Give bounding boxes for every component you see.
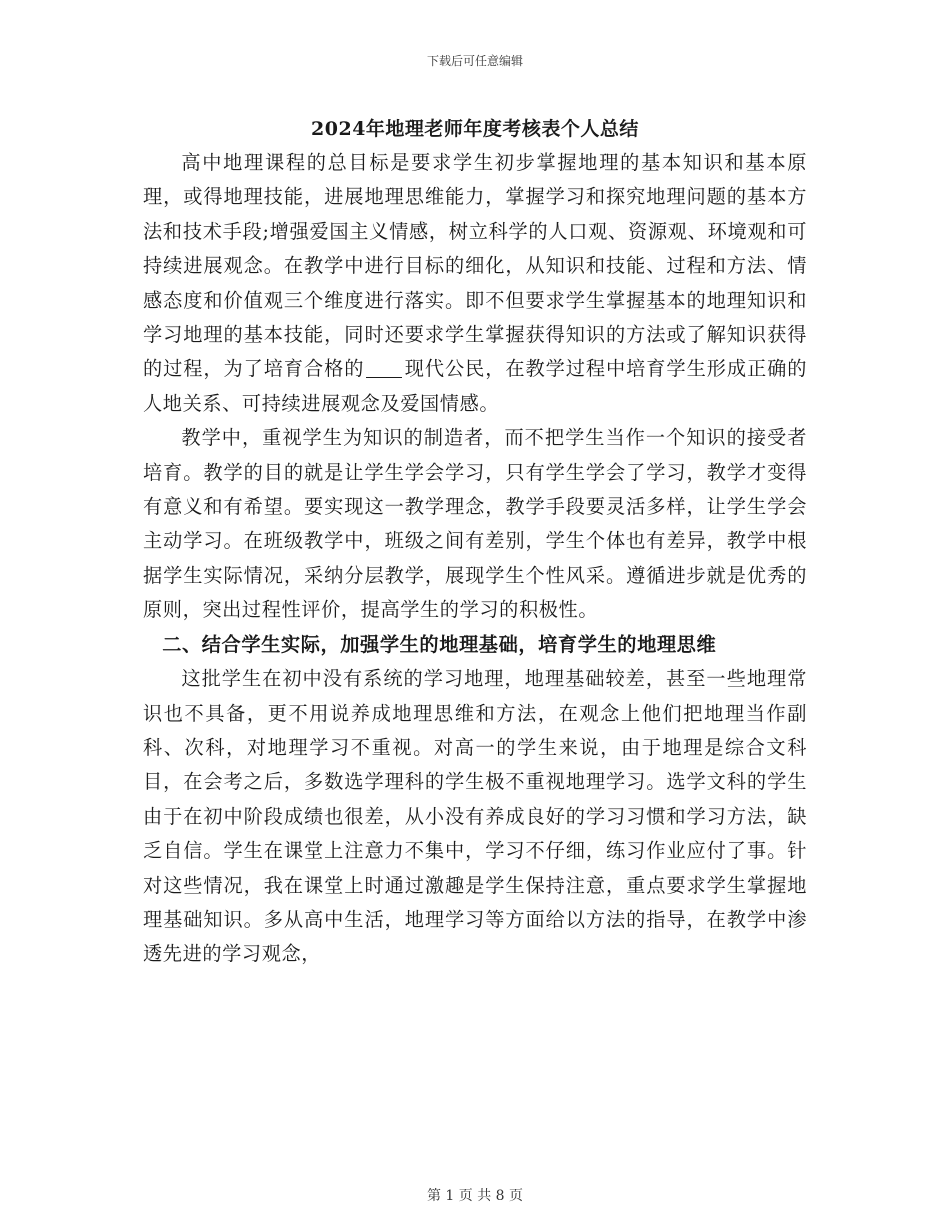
paragraph-1-text-b: 现代公民，在教学过程中培育学生形成正确的人地关系、可持续进展观念及爱国情感。: [143, 357, 807, 415]
document-title: 2024年地理老师年度考核表个人总结: [311, 118, 639, 140]
paragraph-2: 教学中，重视学生为知识的制造者，而不把学生当作一个知识的接受者培育。教学的目的就是让学生学会学习，只有学生学会了学习，教学才变得有意义和有希望。要实现这一教学理念，教学手段要灵活多样，让学生学会主动学习。在班级教学中，班级之间有差别，学生个体也有差异，教学中根据学生实际情况，采纳分层教学，展现学生个性风采。遵循进步就是优秀的原则，突出过程性评价，提高学生的学习的积极性。: [143, 426, 807, 622]
page-footer: 第 1 页 共 8 页: [426, 1188, 524, 1204]
header-note: 下载后可任意编辑: [426, 54, 523, 68]
paragraph-3: 这批学生在初中没有系统的学习地理，地理基础较差，甚至一些地理常识也不具备，更不用说养成地理思维和方法，在观念上他们把地理当作副科、次科，对地理学习不重视。对高一的学生来说，由于地理是综合文科目，在会考之后，多数选学理科的学生极不重视地理学习。选学文科的学生由于在初中阶段成绩也很差，从小没有养成良好的学习习惯和学习方法，缺乏自信。学生在课堂上注意力不集中，学习不仔细，练习作业应付了事。针对这些情况，我在课堂上时通过激趣是学生保持注意，重点要求学生掌握地理基础知识。多从高中生活，地理学习等方面给以方法的指导，在教学中渗透先进的学习观念，: [143, 667, 807, 966]
fill-in-blank: [366, 358, 402, 378]
paragraph-1-text-a: 高中地理课程的总目标是要求学生初步掌握地理的基本知识和基本原理，或得地理技能，进展地理思维能力，掌握学习和探究地理问题的基本方法和技术手段;增强爱国主义情感，树立科学的人口观、资源观、环境观和可持续进展观念。在教学中进行目标的细化，从知识和技能、过程和方法、情感态度和价值观三个维度进行落实。即不但要求学生掌握基本的地理知识和学习地理的基本技能，同时还要求学生掌握获得知识的方法或了解知识获得的过程，为了培育合格的: [143, 151, 807, 381]
section-heading-2: 二、结合学生实际，加强学生的地理基础，培育学生的地理思维: [162, 632, 717, 656]
document-body: [143, 146, 807, 972]
paragraph-1: [143, 146, 807, 421]
